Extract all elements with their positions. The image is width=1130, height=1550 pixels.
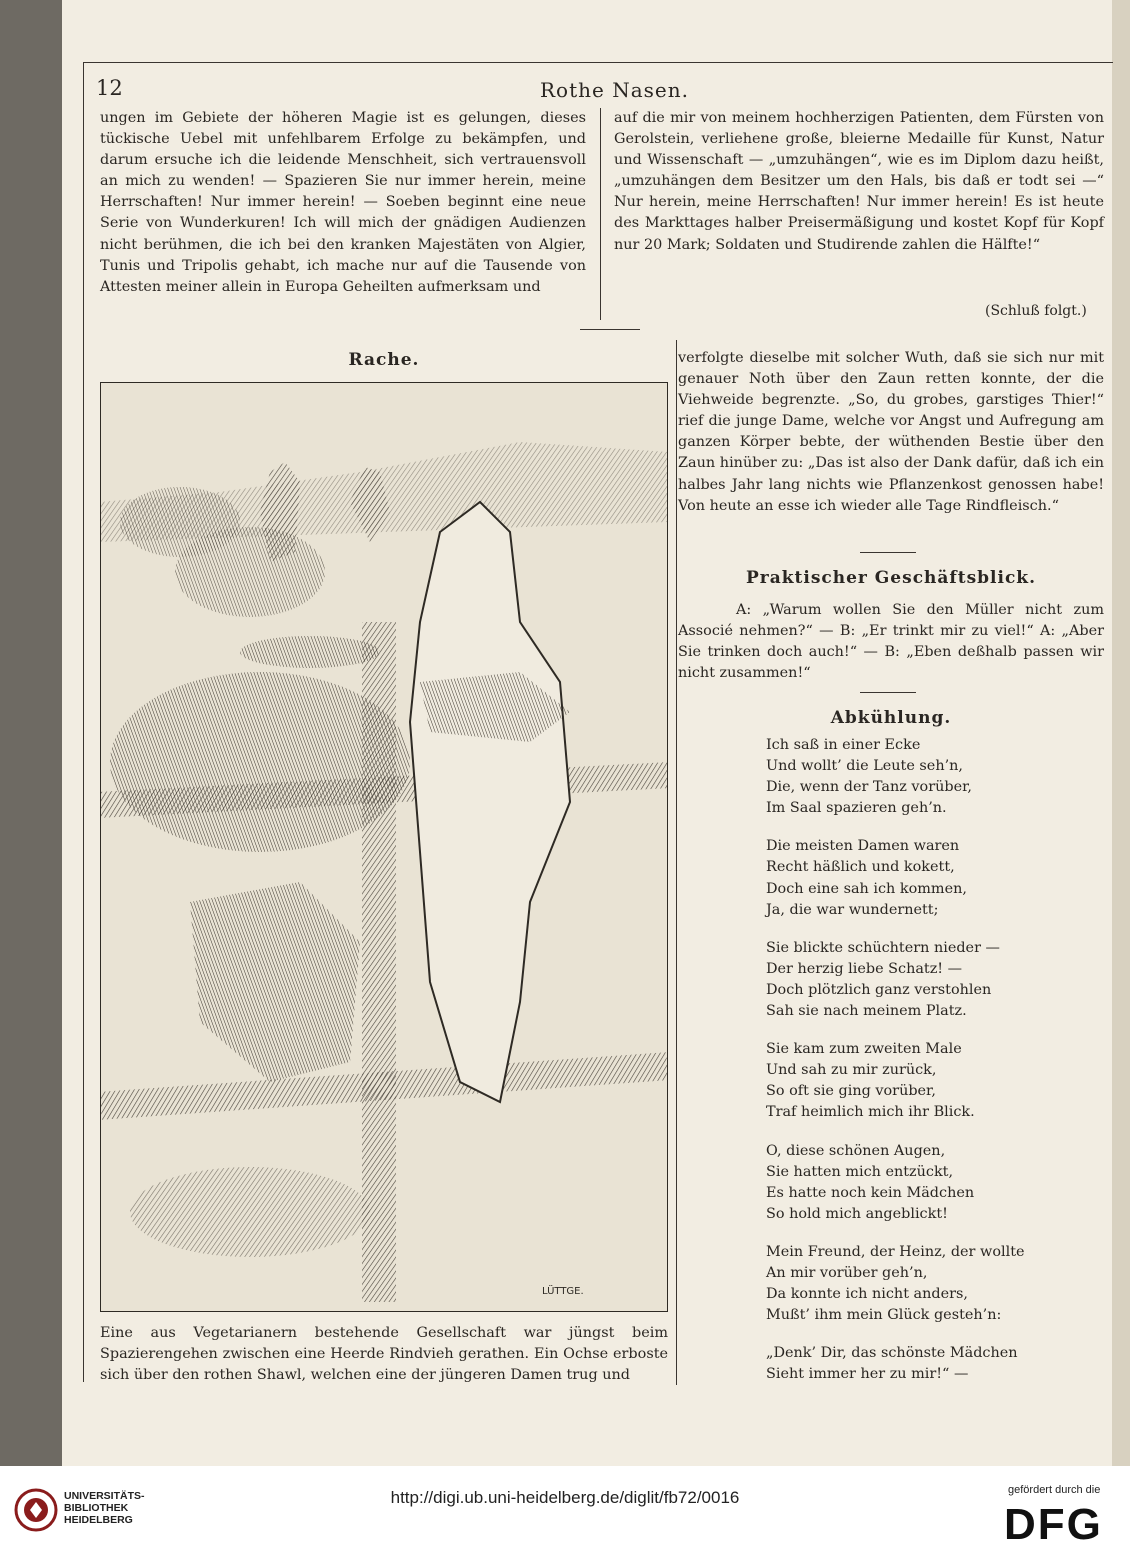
fence-post [362, 622, 396, 1302]
praktisch-title: Praktischer Geschäftsblick. [745, 568, 1037, 588]
frame-left-rule [83, 62, 84, 1382]
poem-line: Mein Freund, der Heinz, der wollte [766, 1243, 1025, 1260]
poem-line: Ich saß in einer Ecke [766, 737, 921, 753]
poem-line: Und wollt’ die Leute seh’n, [766, 758, 964, 775]
section-rule [860, 552, 916, 553]
poem-line: O, diese schönen Augen, [766, 1142, 946, 1159]
poem-stanza [766, 735, 1025, 819]
poem-line: Mußt’ ihm mein Glück gesteh’n: [766, 1307, 1002, 1324]
column-right-top [614, 108, 1104, 256]
poem-stanza [766, 836, 1025, 920]
column-divider [676, 340, 677, 1385]
poem-line: Und sah zu mir zurück, [766, 1062, 937, 1079]
rache-continuation [678, 348, 1104, 517]
poem-stanza [766, 938, 1025, 1022]
poem-line: Da konnte ich nicht anders, [766, 1286, 968, 1303]
to-be-continued: (Schluß folgt.) [985, 303, 1087, 319]
poem-line: So hold mich angeblickt! [766, 1205, 948, 1222]
column-divider [600, 108, 601, 320]
rache-title: Rache. [348, 350, 420, 370]
praktisch-dialogue [678, 600, 1104, 684]
poem-stanza [766, 1343, 1025, 1385]
paragraph: ungen im Gebiete der höheren Magie ist es gelungen, dieses tückische Uebel mit unfehlbarem Erfolge zu bekämpfen, und darum ersuche ich die leidende Menschheit, sich vertrauensvoll an mich zu wenden! — Spazieren Sie nur immer herein, meine Herrschaften! Nur immer herein! — Soeben beginnt eine neue Serie von Wunderkuren! Ich will mich der gnädigen Audienzen nicht berühmen, die ich bei den kranken Majestäten von Algier, Tunis und Tripolis gehabt, ich mache nur auf die Tausende von Attesten meiner allein in Europa Geheilten aufmerksam und [100, 110, 586, 295]
poem-line: Der herzig liebe Schatz! — [766, 960, 963, 977]
paragraph: verfolgte dieselbe mit solcher Wuth, daß sie sich nur mit genauer Noth über den Zaun retten konnte, der die Viehweide begrenzte. „So, du grobes, garstiges Thier!“ rief die junge Dame, welche vor Angst und Aufregung am ganzen Körper bebte, der wüthenden Bestie über den Zaun hinüber zu: „Das ist also der Dank dafür, daß ich ein halbes Jahr lang nichts wie Pflanzenkost genossen habe! Von heute an esse ich wieder alle Tage Rindfleisch.“ [678, 350, 1104, 514]
poem-line: Doch plötzlich ganz verstohlen [766, 981, 992, 998]
poem-line: Sah sie nach meinem Platz. [766, 1003, 967, 1020]
poem-line: Es hatte noch kein Mädchen [766, 1184, 975, 1201]
source-url-link[interactable]: http://digi.ub.uni-heidelberg.de/diglit/fb72/0016 [390, 1488, 740, 1507]
paragraph: A: „Warum wollen Sie den Müller nicht zum Associé nehmen?“ — B: „Er trinkt mir zu viel!“ A: „Aber Sie trinken doch auch!“ — B: „Eben deßhalb passen wir nicht zusammen!“ [678, 602, 1104, 682]
library-line: UNIVERSITÄTS- [64, 1490, 145, 1502]
poem-line: „Denk’ Dir, das schönste Mädchen [766, 1345, 1018, 1362]
poem-line: Die meisten Damen waren [766, 838, 960, 855]
poem-line: Ja, die war wundernett; [766, 901, 939, 918]
poem-line: Die, wenn der Tanz vorüber, [766, 779, 972, 796]
illustration-caption [100, 1323, 668, 1386]
paper-edge [1112, 0, 1130, 1466]
frame-top-rule [83, 62, 1113, 63]
poem-stanza [766, 1242, 1025, 1326]
poem-line: Sie kam zum zweiten Male [766, 1041, 962, 1058]
hat-in-hand [240, 636, 380, 668]
poem-line: Sieht immer her zu mir!“ — [766, 1366, 969, 1383]
poem-line: Traf heimlich mich ihr Blick. [766, 1104, 975, 1121]
running-title: Rothe Nasen. [540, 78, 689, 102]
paragraph: auf die mir von meinem hochherzigen Patienten, dem Fürsten von Gerolstein, verliehene große, bleierne Medaille für Kunst, Natur und Wissenschaft — „umzuhängen“, wie es im Diplom dazu heißt, „umzuhängen dem Besitzer um den Hals, bis daß er todt sei —“ Nur herein, meine Herrschaften! Nur immer herein! Es ist heute des Markttages halber Preisermäßigung und kostet Kopf für Kopf nur 20 Mark; Soldaten und Studirende zahlen die Hälfte!“ [614, 110, 1104, 253]
funding-note: gefördert durch die [1008, 1484, 1101, 1496]
page-number: 12 [96, 76, 123, 100]
dfg-logo: DFG [1004, 1500, 1103, 1549]
poem-line: Sie blickte schüchtern nieder — [766, 939, 1000, 956]
poem-stanza [766, 1039, 1025, 1123]
column-left-top [100, 108, 586, 298]
cattle-fence-illustration [100, 382, 668, 1312]
library-line: HEIDELBERG [64, 1514, 133, 1526]
paragraph: Eine aus Vegetarianern bestehende Gesellschaft war jüngst beim Spazierengehen zwischen eine Heerde Rindvieh gerathen. Ein Ochse erboste sich über den rothen Shawl, welchen eine der jüngeren Damen trug und [100, 1325, 668, 1384]
poem-line: So oft sie ging vorüber, [766, 1083, 936, 1100]
engraver-signature: LÜTTGE. [542, 1286, 584, 1297]
poem-line: An mir vorüber geh’n, [766, 1264, 928, 1281]
section-rule [580, 329, 640, 330]
poem-line: Doch eine sah ich kommen, [766, 880, 967, 897]
poem-line: Sie hatten mich entzückt, [766, 1163, 954, 1180]
poem-title: Abkühlung. [830, 708, 952, 728]
background-cow [175, 527, 325, 617]
poem-line: Recht häßlich und kokett, [766, 859, 955, 876]
section-rule [860, 692, 916, 693]
poem-stanza [766, 1141, 1025, 1225]
poem-abkuehlung [766, 735, 1025, 1402]
library-line: BIBLIOTHEK [64, 1502, 129, 1514]
poem-line: Im Saal spazieren geh’n. [766, 800, 947, 817]
